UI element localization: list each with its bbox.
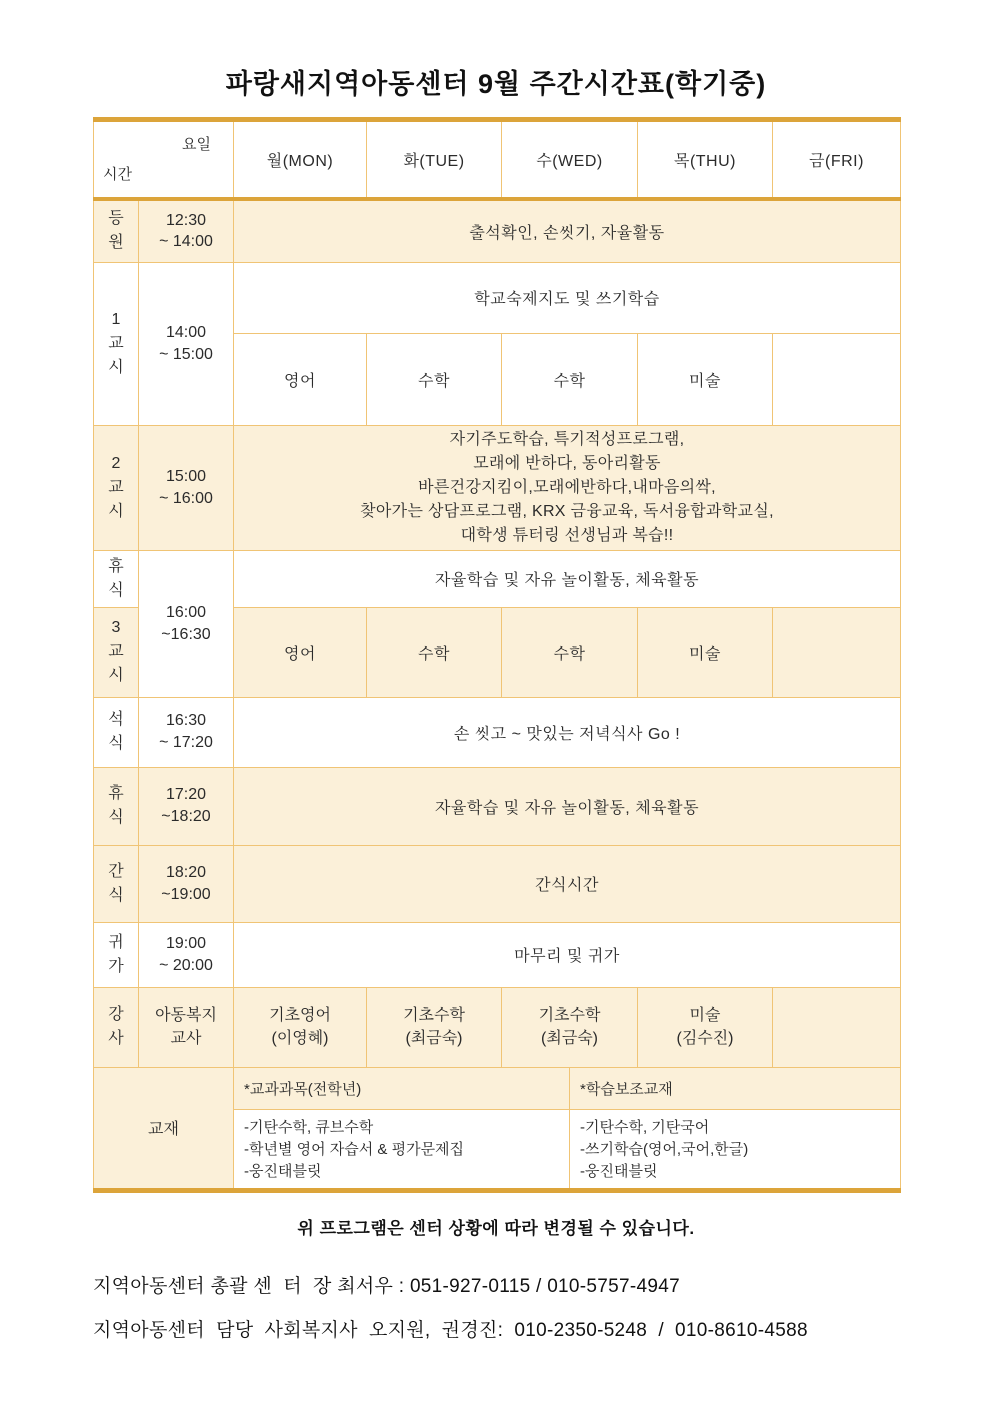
subject-cell-wed: 수학 [502,607,638,697]
axis-corner-cell [94,120,234,200]
time-cell: 16:30 ~ 17:20 [139,697,234,767]
row-label: 석식 [94,697,139,767]
time-cell: 19:00 ~ 20:00 [139,922,234,987]
materials-left-list: -기탄수학, 큐브수학 -학년별 영어 자습서 & 평가문제집 -웅진태블릿 [234,1110,570,1188]
subject-cell-fri [773,333,901,425]
teacher-cell-tue: 기초수학 (최금숙) [367,987,502,1067]
materials-right-header: *학습보조교재 [570,1068,900,1110]
subject-cell-tue: 수학 [367,333,502,425]
time-cell: 16:00 ~16:30 [139,550,234,697]
materials-label-cell: 교재 [94,1067,234,1190]
day-header-tue: 화(TUE) [367,120,502,200]
materials-grid [234,1068,900,1188]
day-header-wed: 수(WED) [502,120,638,200]
day-header-mon: 월(MON) [234,120,367,200]
day-header-thu: 목(THU) [638,120,773,200]
row-arrival [94,199,901,262]
time-axis-label: 시간 [103,166,132,183]
contact-line-social-workers: 지역아동센터 담당 사회복지사 오지원, 권경진: 010-2350-5248 / 010-8610-4588 [93,1319,808,1341]
row-period2 [94,425,901,550]
page-title: 파랑새지역아동센터 9월 주간시간표(학기중) [225,69,767,99]
row-label: 등원 [94,199,139,262]
row-break1 [94,550,901,607]
materials-content-cell [234,1067,901,1190]
time-cell: 15:00 ~ 16:00 [139,425,234,550]
activity-cell: 자율학습 및 자유 놀이활동, 체육활동 [234,767,901,845]
row-materials [94,1067,901,1190]
activity-cell: 출석확인, 손씻기, 자율활동 [234,199,901,262]
subject-cell-thu: 미술 [638,607,773,697]
contact-line-director: 지역아동센터 총괄 센 터 장 최서우 : 051-927-0115 / 010-5757-4947 [93,1275,680,1297]
row-label: 1교시 [94,262,139,425]
teacher-role-cell: 아동복지 교사 [139,987,234,1067]
row-label: 휴식 [94,550,139,607]
subject-cell-fri [773,607,901,697]
row-break2 [94,767,901,845]
activity-cell: 자기주도학습, 특기적성프로그램, 모래에 반하다, 동아리활동 바른건강지킴이,모래에반하다,내마음의싹, 찾아가는 상담프로그램, KRX 금융교육, 독서융합과학교실, 대학생 튜터링 선생님과 복습!! [234,425,901,550]
activity-cell: 자율학습 및 자유 놀이활동, 체육활동 [234,550,901,607]
row-label: 2교시 [94,425,139,550]
teacher-cell-fri [773,987,901,1067]
day-axis-label: 요일 [182,136,211,153]
subject-cell-tue: 수학 [367,607,502,697]
header-row [94,120,901,200]
change-notice: 위 프로그램은 센터 상황에 따라 변경될 수 있습니다. [297,1218,695,1238]
row-label: 간식 [94,845,139,922]
row-period1-top [94,262,901,333]
time-cell: 18:20 ~19:00 [139,845,234,922]
activity-cell: 학교숙제지도 및 쓰기학습 [234,262,901,333]
time-cell: 14:00 ~ 15:00 [139,262,234,425]
teacher-cell-thu: 미술 (김수진) [638,987,773,1067]
teacher-cell-mon: 기초영어 (이영혜) [234,987,367,1067]
teacher-cell-wed: 기초수학 (최금숙) [502,987,638,1067]
row-departure [94,922,901,987]
activity-cell: 마무리 및 귀가 [234,922,901,987]
materials-left-header: *교과과목(전학년) [234,1068,570,1110]
materials-right-list: -기탄수학, 기탄국어 -쓰기학습(영어,국어,한글) -웅진태블릿 [570,1110,900,1188]
activity-cell: 간식시간 [234,845,901,922]
row-label: 3교시 [94,607,139,697]
row-dinner [94,697,901,767]
subject-cell-wed: 수학 [502,333,638,425]
row-teachers [94,987,901,1067]
time-cell: 12:30 ~ 14:00 [139,199,234,262]
subject-cell-mon: 영어 [234,333,367,425]
time-cell: 17:20 ~18:20 [139,767,234,845]
row-label: 귀가 [94,922,139,987]
row-label: 휴식 [94,767,139,845]
subject-cell-thu: 미술 [638,333,773,425]
subject-cell-mon: 영어 [234,607,367,697]
weekly-timetable [93,117,901,1193]
row-snack [94,845,901,922]
activity-cell: 손 씻고 ~ 맛있는 저녁식사 Go ! [234,697,901,767]
row-label: 강사 [94,987,139,1067]
day-header-fri: 금(FRI) [773,120,901,200]
